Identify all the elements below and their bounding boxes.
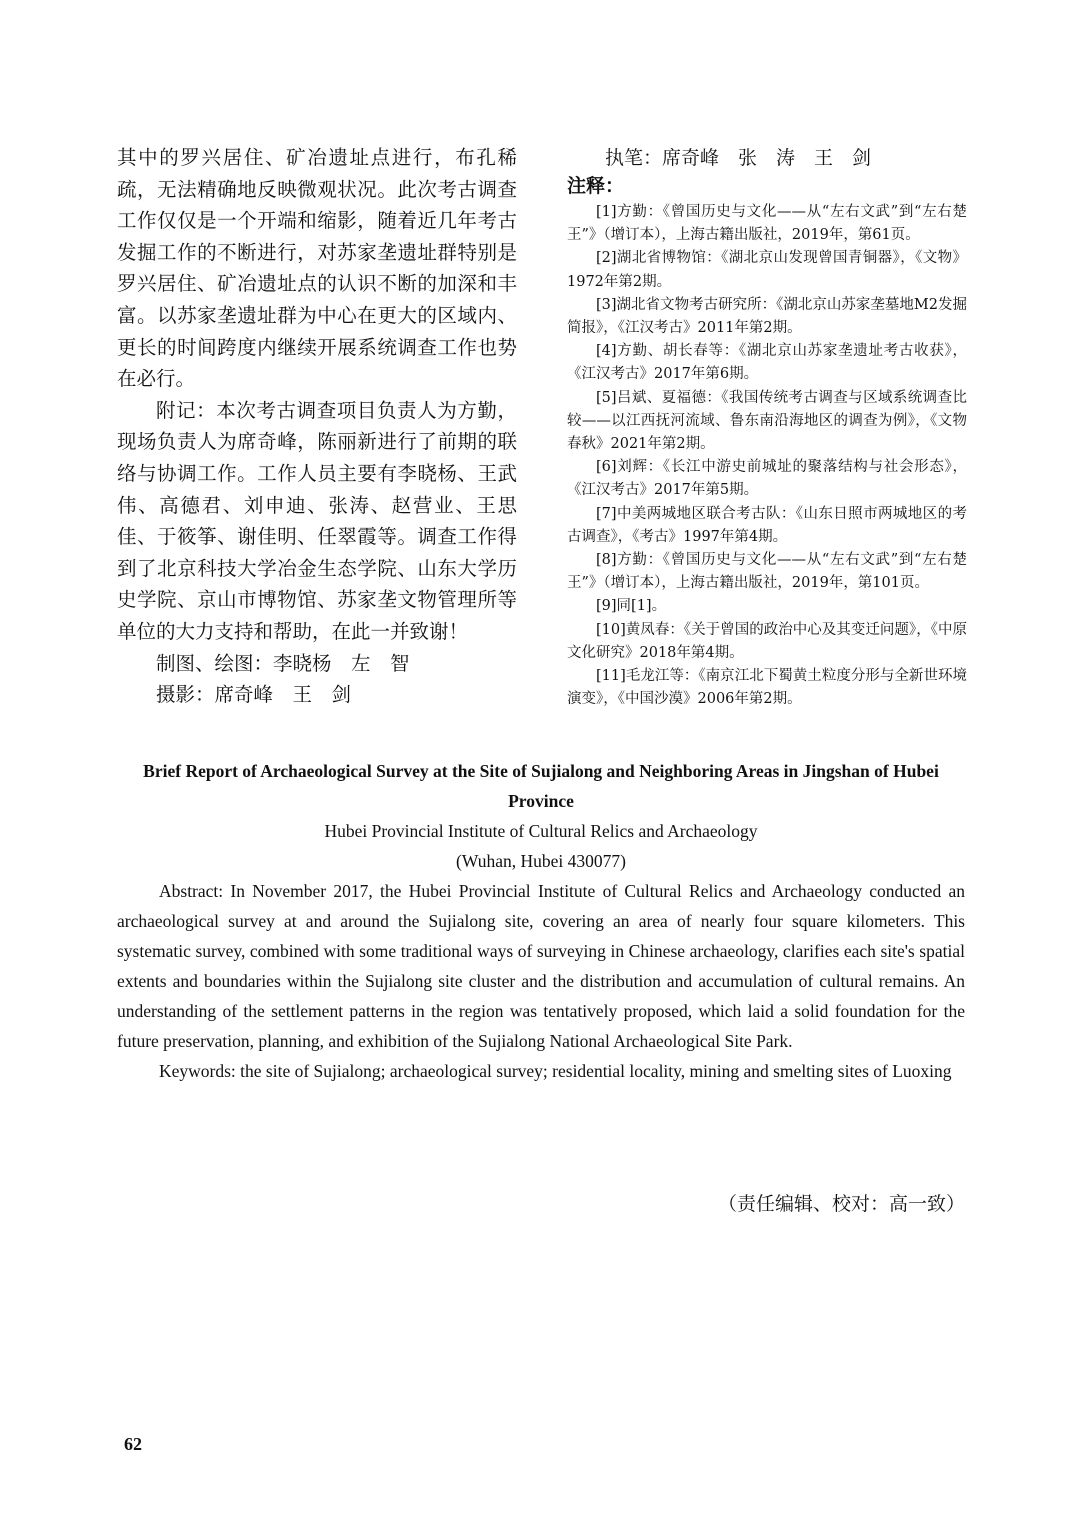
notes-heading: 注释： xyxy=(567,175,625,197)
english-abstract-section xyxy=(117,756,965,1086)
note-item: [11]毛龙江等：《南京江北下蜀黄土粒度分形与全新世环境演变》，《中国沙漠》2006年第2期。 xyxy=(567,668,967,708)
right-column xyxy=(567,143,967,711)
note-item: [2]湖北省博物馆：《湖北京山发现曾国青铜器》，《文物》1972年第2期。 xyxy=(567,250,967,290)
institution-name: Hubei Provincial Institute of Cultural Relics and Archaeology xyxy=(324,821,758,841)
note-item: [7]中美两城地区联合考古队：《山东日照市两城地区的考古调查》，《考古》1997年第4期。 xyxy=(567,505,967,545)
notes-list xyxy=(567,201,967,711)
note-item: [9]同[1]。 xyxy=(596,598,667,615)
note-item: [5]吕斌、夏福德：《我国传统考古调查与区域系统调查比较——以江西抚河流域、鲁东南沿海地区的调查为例》，《文物春秋》2021年第2期。 xyxy=(567,389,967,453)
note-item: [10]黄凤春：《关于曾国的政治中心及其变迁问题》，《中原文化研究》2018年第4期。 xyxy=(567,621,967,661)
page-number: 62 xyxy=(124,1434,142,1454)
photo-credit: 摄影：席奇峰 王 剑 xyxy=(156,683,352,707)
english-title: Brief Report of Archaeological Survey at the Site of Sujialong and Neighboring Areas in Jingshan of Hubei Province xyxy=(143,761,939,811)
keywords-paragraph: Keywords: the site of Sujialong; archaeological survey; residential locality, mining and smelting sites of Luoxing xyxy=(159,1061,952,1081)
abstract-paragraph: Abstract: In November 2017, the Hubei Provincial Institute of Cultural Relics and Archaeology conducted an archaeological survey at and around the Sujialong site, covering an area of nearly four square kilometers. This systematic survey, combined with some traditional ways of surveying in Chinese archaeology, clarifies each site's spatial extents and boundaries within the Sujialong site cluster and the distribution and accumulation of cultural remains. An understanding of the settlement patterns in the region was tentatively proposed, which laid a solid foundation for the future preservation, planning, and exhibition of the Sujialong National Archaeological Site Park. xyxy=(117,881,965,1051)
note-item: [1]方勤：《曾国历史与文化——从“左右文武”到“左右楚王”》（增订本），上海古籍出版社，2019年，第61页。 xyxy=(567,204,967,244)
drawing-credit: 制图、绘图：李晓杨 左 智 xyxy=(156,651,410,675)
institution-address: (Wuhan, Hubei 430077) xyxy=(456,851,626,871)
editor-note: （责任编辑、校对：高一致） xyxy=(717,1193,965,1215)
note-item: [4]方勤、胡长春等：《湖北京山苏家垄遗址考古收获》，《江汉考古》2017年第6期。 xyxy=(567,343,967,383)
note-item: [3]湖北省文物考古研究所：《湖北京山苏家垄墓地M2发掘简报》，《江汉考古》2011年第2期。 xyxy=(567,296,967,337)
postscript-paragraph: 附记：本次考古调查项目负责人为方勤，现场负责人为席奇峰，陈丽新进行了前期的联络与协调工作。工作人员主要有李晓杨、王武伟、高德君、刘申迪、张涛、赵营业、王思佳、于筱筝、谢佳明、任翠霞等。调查工作得到了北京科技大学冶金生态学院、山东大学历史学院、京山市博物馆、苏家垄文物管理所等单位的大力支持和帮助，在此一并致谢！ xyxy=(117,398,517,643)
author-credit: 执笔：席奇峰 张 涛 王 剑 xyxy=(605,147,872,169)
body-paragraph: 其中的罗兴居住、矿冶遗址点进行，布孔稀疏，无法精确地反映微观状况。此次考古调查工作仅仅是一个开端和缩影，随着近几年考古发掘工作的不断进行，对苏家垄遗址群特别是罗兴居住、矿冶遗址点的认识不断的加深和丰富。以苏家垄遗址群为中心在更大的区域内、更长的时间跨度内继续开展系统调查工作也势在必行。 xyxy=(117,146,517,391)
note-item: [8]方勤：《曾国历史与文化——从“左右文武”到“左右楚王”》（增订本），上海古籍出版社，2019年，第101页。 xyxy=(567,552,967,592)
left-column xyxy=(117,142,517,711)
note-item: [6]刘辉：《长江中游史前城址的聚落结构与社会形态》，《江汉考古》2017年第5期。 xyxy=(567,459,967,499)
